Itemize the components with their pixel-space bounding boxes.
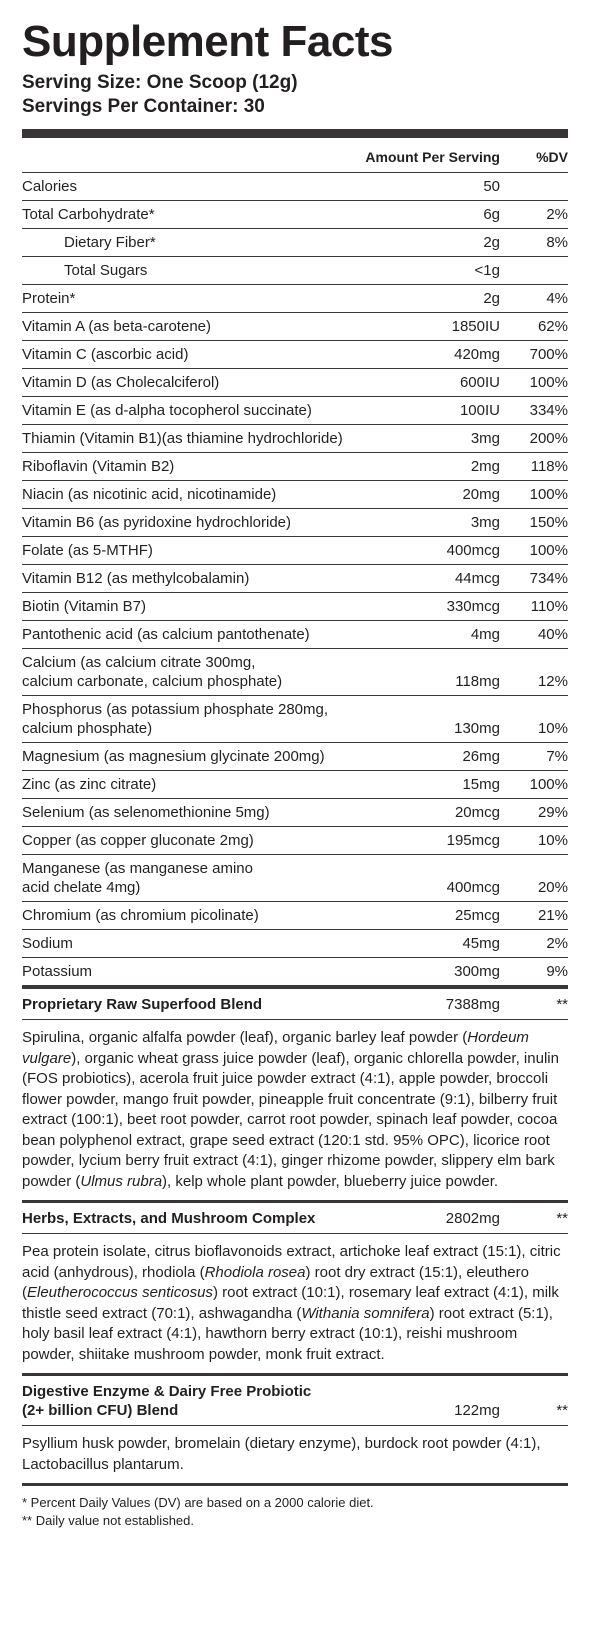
nutrient-row [22, 285, 568, 313]
nutrient-name: Vitamin A (as beta-carotene) [22, 318, 211, 335]
nutrient-amount: 400mcg [446, 879, 500, 896]
nutrient-amount: 195mcg [446, 832, 500, 849]
nutrient-row [22, 313, 568, 341]
nutrient-amount: 2mg [470, 458, 500, 475]
nutrient-row [22, 743, 568, 771]
blend-amount: 122mg [454, 1402, 500, 1419]
nutrient-row [22, 771, 568, 799]
blend-name: Proprietary Raw Superfood Blend [22, 996, 263, 1013]
nutrient-list [22, 173, 568, 986]
nutrient-name: Folate (as 5-MTHF) [22, 542, 153, 559]
nutrient-amount: 6g [483, 206, 500, 223]
nutrient-dv: 20% [537, 879, 568, 896]
nutrient-dv: 118% [530, 458, 568, 475]
nutrient-row [22, 537, 568, 565]
footnotes [22, 1486, 568, 1530]
nutrient-amount: 400mcg [446, 542, 500, 559]
nutrient-name: Manganese (as manganese amino acid chelate 4mg) [22, 860, 253, 896]
nutrient-amount: 3mg [470, 514, 500, 531]
nutrient-dv: 334% [529, 402, 568, 419]
nutrient-row [22, 173, 568, 201]
nutrient-row [22, 453, 568, 481]
nutrient-amount: <1g [474, 262, 500, 279]
nutrient-name: Total Carbohydrate* [22, 206, 155, 223]
blend-amount: 2802mg [445, 1210, 500, 1227]
nutrient-dv: 62% [537, 318, 568, 335]
nutrient-name: Niacin (as nicotinic acid, nicotinamide) [22, 486, 277, 503]
thick-divider [22, 129, 568, 138]
nutrient-amount: 4mg [470, 626, 500, 643]
nutrient-row [22, 341, 568, 369]
nutrient-row [22, 855, 568, 902]
footnote-dv: * Percent Daily Values (DV) are based on a 2000 calorie diet. [22, 1495, 374, 1510]
blend-name: Herbs, Extracts, and Mushroom Complex [22, 1210, 316, 1227]
nutrient-dv: 12% [537, 673, 568, 690]
nutrient-amount: 100IU [459, 402, 500, 419]
blend-name: Digestive Enzyme & Dairy Free Probiotic (2+ billion CFU) Blend [22, 1383, 312, 1419]
nutrient-name: Vitamin C (ascorbic acid) [22, 346, 189, 363]
nutrient-name: Vitamin E (as d-alpha tocopherol succinate) [22, 402, 312, 419]
blend-dv: ** [556, 996, 568, 1013]
nutrient-row [22, 696, 568, 743]
nutrient-row [22, 902, 568, 930]
nutrient-dv: 110% [530, 598, 568, 615]
nutrient-dv: 10% [537, 720, 568, 737]
dv-header: %DV [536, 149, 568, 165]
nutrient-amount: 15mg [462, 776, 500, 793]
nutrient-row [22, 799, 568, 827]
nutrient-dv: 29% [537, 804, 568, 821]
nutrient-amount: 600IU [459, 374, 500, 391]
nutrient-dv: 40% [537, 626, 568, 643]
blend-header-digestive [22, 1376, 568, 1426]
nutrient-name: Sodium [22, 935, 73, 952]
nutrient-name: Protein* [22, 290, 76, 307]
nutrient-row [22, 827, 568, 855]
nutrient-name: Calories [22, 178, 78, 195]
blend-ingredients-herbs: Pea protein isolate, citrus bioflavonoids extract, artichoke leaf extract (15:1), citric acid (anhydrous), rhodiola (Rhodiola rosea) root dry extract (15:1), eleuthero (Eleutherococcus senticosus) root extract (10:1), rosemary leaf extract (4:1), milk thistle seed extract (70:1), ashwagandha (Withania somnifera) root extract (5:1), holy basil leaf extract (4:1), hawthorn berry extract (10:1), reishi mushroom powder, shiitake mushroom powder, monk fruit extract. [22, 1243, 561, 1363]
nutrient-row [22, 229, 568, 257]
nutrient-amount: 300mg [454, 963, 500, 980]
nutrient-name: Chromium (as chromium picolinate) [22, 907, 259, 924]
nutrient-dv: 100% [529, 542, 568, 559]
nutrient-amount: 118mg [455, 673, 500, 690]
nutrient-dv: 9% [546, 963, 568, 980]
blend-amount: 7388mg [445, 996, 500, 1013]
nutrient-row [22, 397, 568, 425]
nutrient-dv: 10% [537, 832, 568, 849]
nutrient-dv: 21% [537, 907, 568, 924]
nutrient-amount: 420mg [454, 346, 500, 363]
blend-ingredients-digestive: Psyllium husk powder, bromelain (dietary enzyme), burdock root powder (4:1), Lactobacillus plantarum. [22, 1435, 541, 1473]
blend-ingredients-superfood: Spirulina, organic alfalfa powder (leaf), organic barley leaf powder (Hordeum vulgare), organic wheat grass juice powder (leaf), organic chlorella powder, inulin (FOS probiotics), acerola fruit juice powder extract (4:1), apple powder, broccoli flower powder, mango fruit powder, pineapple fruit concentrate (9:1), bilberry fruit extract (100:1), beet root powder, carrot root powder, spinach leaf powder, cocoa bean polyphenol extract, grape seed extract (120:1 std. 95% OPC), licorice root powder, lycium berry fruit extract (4:1), ginger rhizome powder, slippery elm bark powder (Ulmus rubra), kelp whole plant powder, blueberry juice powder. [22, 1029, 559, 1190]
nutrient-name: Calcium (as calcium citrate 300mg, calcium carbonate, calcium phosphate) [22, 654, 283, 690]
nutrient-name: Biotin (Vitamin B7) [22, 598, 146, 615]
nutrient-name: Thiamin (Vitamin B1)(as thiamine hydrochloride) [22, 430, 343, 447]
nutrient-row [22, 425, 568, 453]
nutrient-dv: 100% [529, 776, 568, 793]
nutrient-name: Riboflavin (Vitamin B2) [22, 458, 175, 475]
nutrient-row [22, 593, 568, 621]
nutrient-dv: 200% [529, 430, 568, 447]
nutrient-amount: 130mg [454, 720, 500, 737]
nutrient-dv: 4% [546, 290, 568, 307]
nutrient-name: Magnesium (as magnesium glycinate 200mg) [22, 748, 325, 765]
column-header-row [22, 138, 568, 173]
blend-dv: ** [556, 1402, 568, 1419]
nutrient-amount: 2g [483, 290, 500, 307]
nutrient-row [22, 565, 568, 593]
footnote-not-established: ** Daily value not established. [22, 1513, 194, 1528]
nutrient-dv: 100% [529, 374, 568, 391]
nutrient-amount: 26mg [462, 748, 500, 765]
blend-header-superfood [22, 989, 568, 1020]
amount-header: Amount Per Serving [365, 149, 500, 165]
nutrient-row [22, 509, 568, 537]
nutrient-amount: 50 [483, 178, 500, 195]
nutrient-dv: 150% [529, 514, 568, 531]
nutrient-dv: 700% [529, 346, 568, 363]
nutrient-row [22, 621, 568, 649]
nutrient-amount: 20mcg [454, 804, 500, 821]
nutrient-dv: 2% [546, 935, 568, 952]
nutrient-name: Copper (as copper gluconate 2mg) [22, 832, 254, 849]
nutrient-name: Vitamin B6 (as pyridoxine hydrochloride) [22, 514, 292, 531]
nutrient-amount: 44mcg [454, 570, 500, 587]
nutrient-name: Zinc (as zinc citrate) [22, 776, 157, 793]
nutrient-name: Total Sugars [64, 262, 148, 279]
nutrient-dv: 7% [546, 748, 568, 765]
nutrient-row [22, 649, 568, 696]
nutrient-row [22, 257, 568, 285]
nutrient-amount: 20mg [462, 486, 500, 503]
nutrient-amount: 2g [483, 234, 500, 251]
nutrient-dv: 8% [546, 234, 568, 251]
nutrient-dv: 734% [529, 570, 568, 587]
nutrient-amount: 45mg [462, 935, 500, 952]
nutrient-dv: 2% [546, 206, 568, 223]
nutrient-row [22, 369, 568, 397]
nutrient-name: Phosphorus (as potassium phosphate 280mg, calcium phosphate) [22, 701, 329, 737]
nutrient-name: Dietary Fiber* [64, 234, 156, 251]
panel-title: Supplement Facts [22, 17, 393, 66]
nutrient-amount: 330mcg [446, 598, 500, 615]
blend-header-herbs [22, 1203, 568, 1234]
nutrient-amount: 3mg [470, 430, 500, 447]
nutrient-amount: 25mcg [454, 907, 500, 924]
servings-per-container: Servings Per Container: 30 [22, 96, 265, 117]
nutrient-amount: 1850IU [451, 318, 500, 335]
nutrient-name: Potassium [22, 963, 93, 980]
nutrient-row [22, 201, 568, 229]
nutrient-name: Selenium (as selenomethionine 5mg) [22, 804, 270, 821]
nutrient-row [22, 930, 568, 958]
nutrient-name: Pantothenic acid (as calcium pantothenate) [22, 626, 310, 643]
serving-size: Serving Size: One Scoop (12g) [22, 72, 298, 93]
nutrient-name: Vitamin D (as Cholecalciferol) [22, 374, 220, 391]
nutrient-row [22, 958, 568, 986]
nutrient-name: Vitamin B12 (as methylcobalamin) [22, 570, 250, 587]
nutrient-dv: 100% [529, 486, 568, 503]
nutrient-row [22, 481, 568, 509]
blend-dv: ** [556, 1210, 568, 1227]
